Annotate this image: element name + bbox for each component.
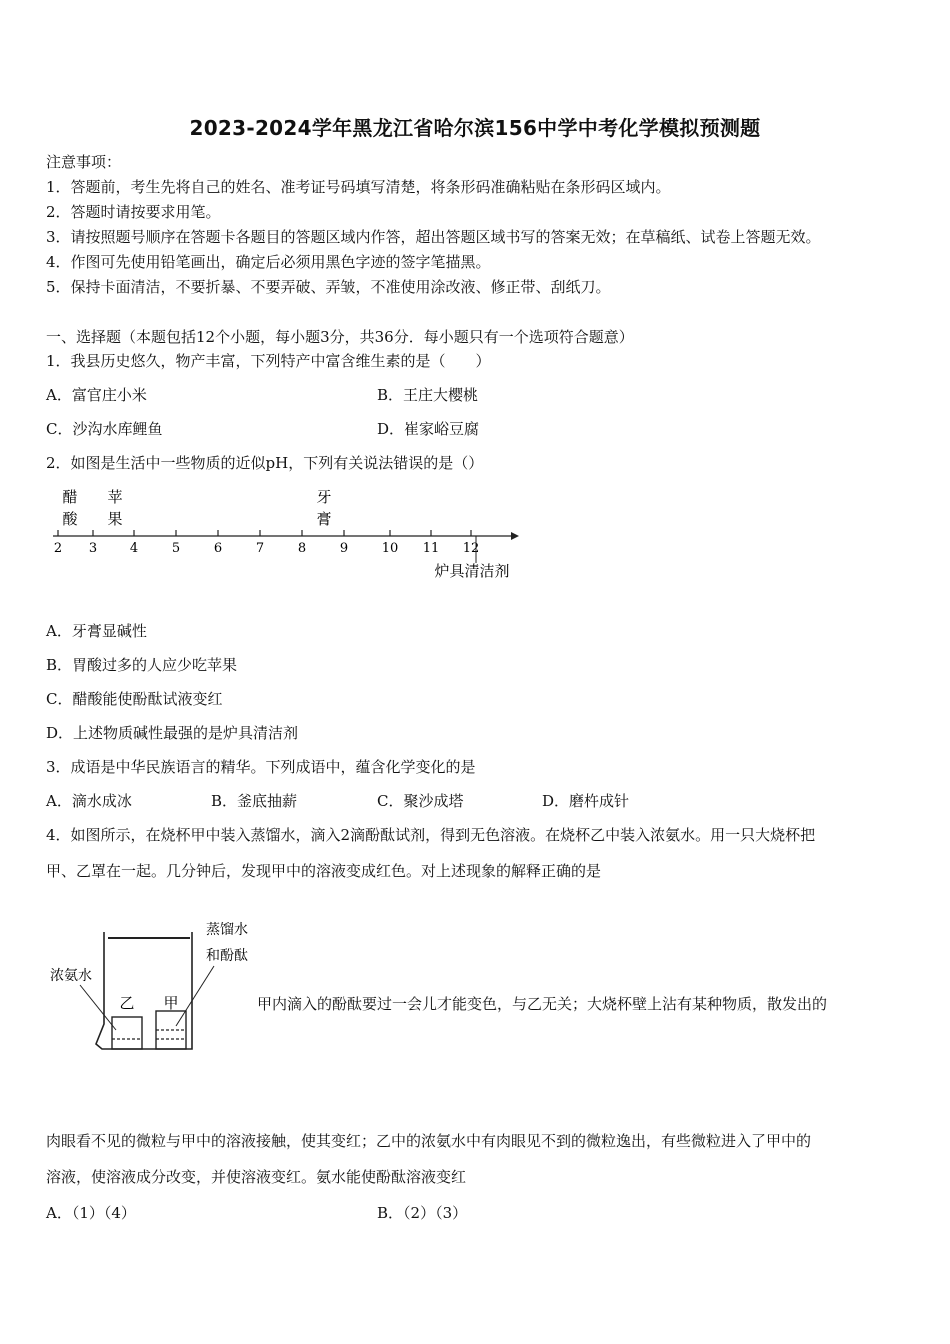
ammonia-pointer (80, 985, 116, 1030)
notice-item: 4．作图可先使用铅笔画出，确定后必须用黑色字迹的签字笔描黑。 (46, 253, 491, 271)
page-title: 2023-2024学年黑龙江省哈尔滨156中学中考化学模拟预测题 (189, 116, 761, 140)
ph-tick-label: 12 (462, 541, 480, 556)
label-apple-2: 果 (107, 510, 123, 528)
q3-option-d[interactable]: D．磨杵成针 (542, 792, 630, 810)
beaker-yi-label: 乙 (119, 994, 135, 1012)
ph-tick-label: 10 (381, 541, 399, 556)
ph-tick-label: 9 (339, 541, 349, 556)
ph-scale-figure (45, 483, 525, 583)
q1-option-d[interactable]: D．崔家峪豆腐 (377, 420, 480, 438)
water-pointer (176, 966, 214, 1026)
label-oven-cleaner: 炉具清洁剂 (434, 562, 510, 580)
q4-explanation-line-2: 肉眼看不见的微粒与甲中的溶液接触，使其变红；乙中的浓氨水中有肉眼见不到的微粒逸出，有些微粒进入了甲中的 (46, 1132, 812, 1150)
q3-option-c[interactable]: C．聚沙成塔 (377, 792, 464, 810)
label-vinegar-1: 醋 (62, 488, 78, 506)
question-1-stem: 1．我县历史悠久，物产丰富，下列特产中富含维生素的是（ ） (46, 352, 491, 370)
question-3-stem: 3．成语是中华民族语言的精华。下列成语中，蕴含化学变化的是 (46, 758, 476, 776)
section-heading: 一、选择题（本题包括12个小题，每小题3分，共36分．每小题只有一个选项符合题意） (46, 328, 634, 346)
large-beaker-outline (96, 932, 192, 1049)
question-4-stem-line-2: 甲、乙罩在一起。几分钟后，发现甲中的溶液变成红色。对上述现象的解释正确的是 (46, 862, 602, 880)
q3-option-b[interactable]: B．釜底抽薪 (211, 792, 298, 810)
label-toothpaste-1: 牙 (316, 488, 332, 506)
ph-tick-label: 5 (171, 541, 181, 556)
ph-tick-label: 2 (53, 541, 63, 556)
label-toothpaste-2: 膏 (316, 510, 332, 528)
ph-tick-label: 3 (88, 541, 98, 556)
ph-tick-label: 4 (129, 541, 139, 556)
question-2-stem: 2．如图是生活中一些物质的近似pH，下列有关说法错误的是（） (46, 454, 484, 472)
q4-explanation-line-3: 溶液，使溶液成分改变，并使溶液变红。氨水能使酚酞溶液变红 (46, 1168, 467, 1186)
notice-item: 1．答题前，考生先将自己的姓名、准考证号码填写清楚，将条形码准确粘贴在条形码区域内。 (46, 178, 671, 196)
water-label: 蒸馏水 (206, 922, 248, 938)
phenolphthalein-label: 和酚酞 (206, 948, 248, 964)
q3-option-a[interactable]: A．滴水成冰 (46, 792, 132, 810)
notice-item: 5．保持卡面清洁，不要折暴、不要弄破、弄皱，不准使用涂改液、修正带、刮纸刀。 (46, 278, 611, 296)
ph-tick-label: 7 (255, 541, 265, 556)
q1-option-c[interactable]: C．沙沟水库鲤鱼 (46, 420, 163, 438)
ph-tick-label: 8 (297, 541, 307, 556)
q2-option-c[interactable]: C．醋酸能使酚酞试液变红 (46, 690, 223, 708)
label-vinegar-2: 酸 (62, 510, 78, 528)
ph-axis-arrow-icon (511, 532, 519, 540)
q2-option-a[interactable]: A．牙膏显碱性 (46, 622, 147, 640)
beaker-jia-label: 甲 (163, 994, 179, 1012)
label-apple-1: 苹 (107, 488, 123, 506)
notice-item: 2．答题时请按要求用笔。 (46, 203, 221, 221)
notice-heading: 注意事项： (46, 153, 122, 171)
q4-explanation-line-1: 甲内滴入的酚酞要过一会儿才能变色，与乙无关；大烧杯壁上沾有某种物质，散发出的 (257, 995, 828, 1013)
notice-item: 3．请按照题号顺序在答题卡各题目的答题区域内作答，超出答题区域书写的答案无效；在草稿纸、试卷上答题无效。 (46, 228, 821, 246)
q2-option-d[interactable]: D．上述物质碱性最强的是炉具清洁剂 (46, 724, 299, 742)
beaker-yi (112, 1017, 142, 1049)
beaker-diagram (46, 912, 256, 1082)
q2-option-b[interactable]: B．胃酸过多的人应少吃苹果 (46, 656, 238, 674)
ph-tick-label: 11 (422, 541, 440, 556)
ph-tick-label: 6 (213, 541, 223, 556)
q4-option-a[interactable]: A．（1）（4） (46, 1204, 136, 1222)
q1-option-b[interactable]: B．王庄大樱桃 (377, 386, 479, 404)
ammonia-label: 浓氨水 (50, 968, 92, 984)
question-4-stem-line-1: 4．如图所示，在烧杯甲中装入蒸馏水，滴入2滴酚酞试剂，得到无色溶液。在烧杯乙中装入浓氨水。用一只大烧杯把 (46, 826, 816, 844)
q4-option-b[interactable]: B．（2）（3） (377, 1204, 468, 1222)
ph-ticks (58, 530, 471, 536)
q1-option-a[interactable]: A．富官庄小米 (46, 386, 147, 404)
